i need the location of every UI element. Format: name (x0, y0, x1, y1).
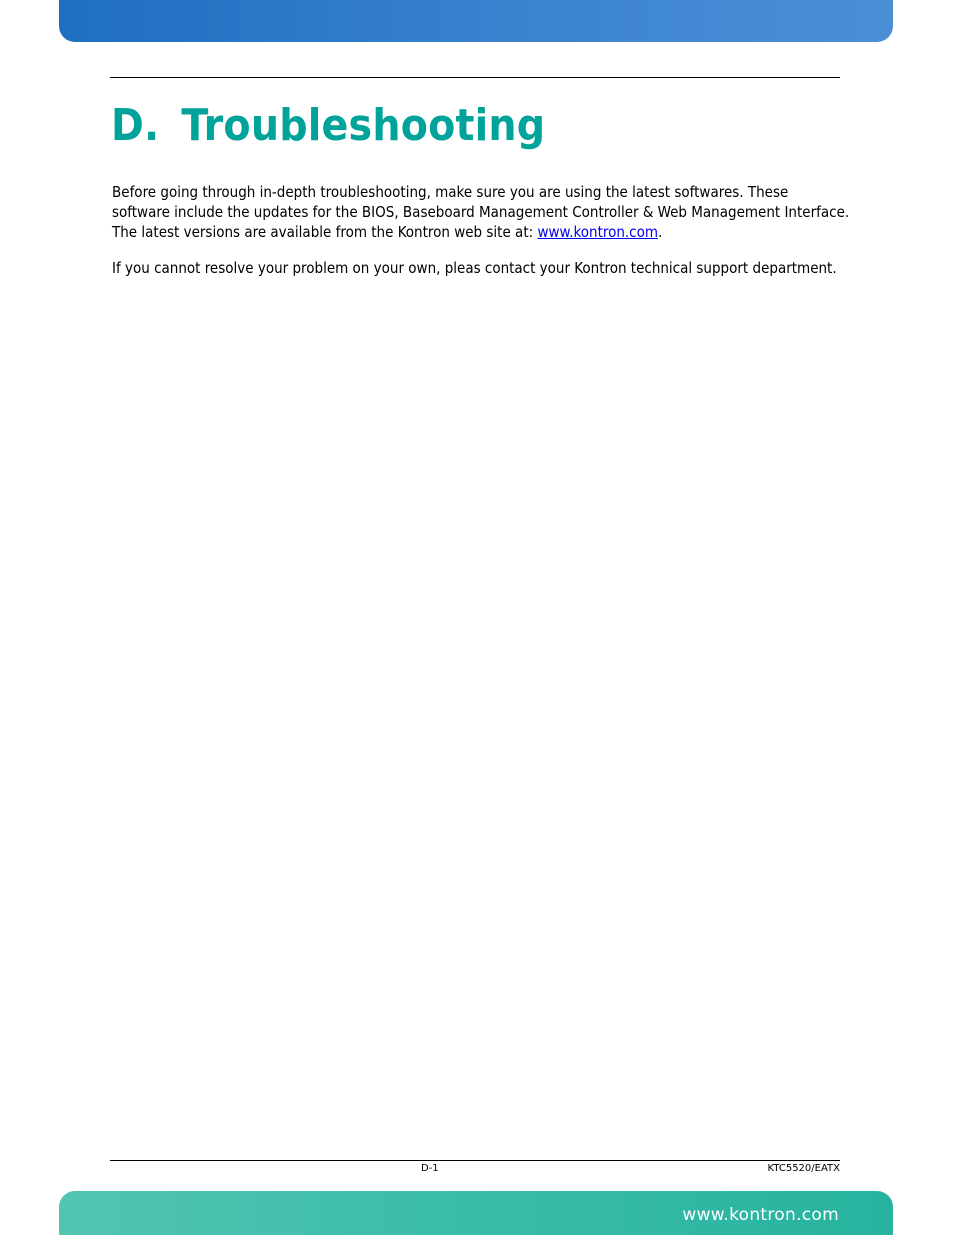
intro-line-1: Before going through in-depth troubleshooting, make sure you are using the latest softwares. These (112, 183, 789, 201)
intro-line-3-prefix: The latest versions are available from the Kontron web site at: (112, 223, 538, 241)
intro-line-2: software include the updates for the BIOS, Baseboard Management Controller & Web Management Interface. (112, 203, 850, 221)
footer-rule (110, 1160, 840, 1161)
header-rule (110, 77, 840, 78)
page-number: D-1 (421, 1163, 439, 1174)
intro-paragraph (112, 182, 850, 242)
top-banner (59, 0, 893, 42)
support-paragraph (112, 258, 847, 278)
document-id: KTC5520/EATX (767, 1163, 840, 1174)
support-line: If you cannot resolve your problem on your own, pleas contact your Kontron technical support department. (112, 259, 837, 277)
intro-line-3 (112, 222, 847, 242)
intro-line-3-suffix: . (657, 223, 663, 241)
page-title (111, 100, 545, 151)
chapter-title: Troubleshooting (181, 100, 546, 151)
footer-url: www.kontron.com (682, 1205, 839, 1225)
bottom-banner (59, 1191, 893, 1235)
chapter-letter: D. (111, 100, 160, 151)
kontron-website-link[interactable]: www.kontron.com (537, 223, 658, 241)
